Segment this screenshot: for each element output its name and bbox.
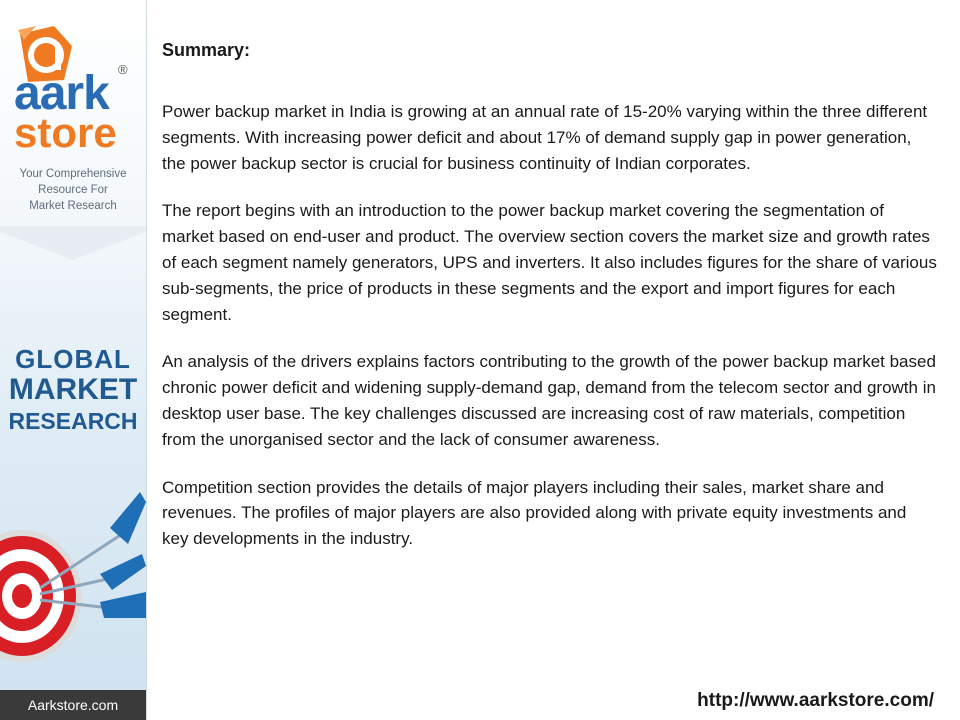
summary-paragraph: Power backup market in India is growing at an annual rate of 15-20% varying within the three different segments. With increasing power deficit and about 17% of demand supply gap in power generation, the power backup sector is crucial for business continuity of Indian corporates. [162, 102, 928, 173]
global-market-research-title [0, 346, 146, 433]
summary-paragraph: Competition section provides the details of major players including their sales, market share and revenues. The profiles of major players are also provided along with private equity investments and key developments in the industry. [162, 477, 907, 549]
sidebar [0, 0, 147, 720]
summary-content [162, 40, 937, 574]
tagline-line: Market Research [29, 200, 117, 212]
summary-paragraph: An analysis of the drivers explains factors contributing to the growth of the power backup market based chronic power deficit and widening supply-demand gap, demand from the telecom sector and growth in desktop user base. The key challenges discussed are increasing cost of raw materials, competition from the unorganised sector and the lack of consumer awareness. [162, 352, 936, 449]
registered-mark: ® [118, 62, 128, 77]
footer-site-label: Aarkstore.com [0, 690, 146, 720]
target-with-darts-icon [0, 478, 146, 678]
logo-word-store: store [14, 109, 117, 156]
summary-paragraph: The report begins with an introduction to the power backup market covering the segmentation of market based on end-user and product. The overview section covers the market size and growth rates of each segment namely generators, UPS and inverters. It also includes figures for the share of various sub-segments, the price of products in these segments and the export and import figures for each segment. [162, 201, 937, 324]
website-url-link[interactable]: http://www.aarkstore.com/ [697, 690, 934, 711]
logo-word-aark: aark [14, 67, 109, 120]
tagline-line: Resource For [38, 184, 108, 196]
title-line-market: MARKET [8, 373, 138, 406]
summary-heading: Summary: [162, 40, 251, 60]
title-line-global: GLOBAL [15, 344, 131, 374]
title-line-research: RESEARCH [8, 408, 138, 434]
chevron-divider-icon [0, 226, 146, 262]
tagline-line: Your Comprehensive [19, 168, 127, 180]
tagline [0, 166, 146, 214]
